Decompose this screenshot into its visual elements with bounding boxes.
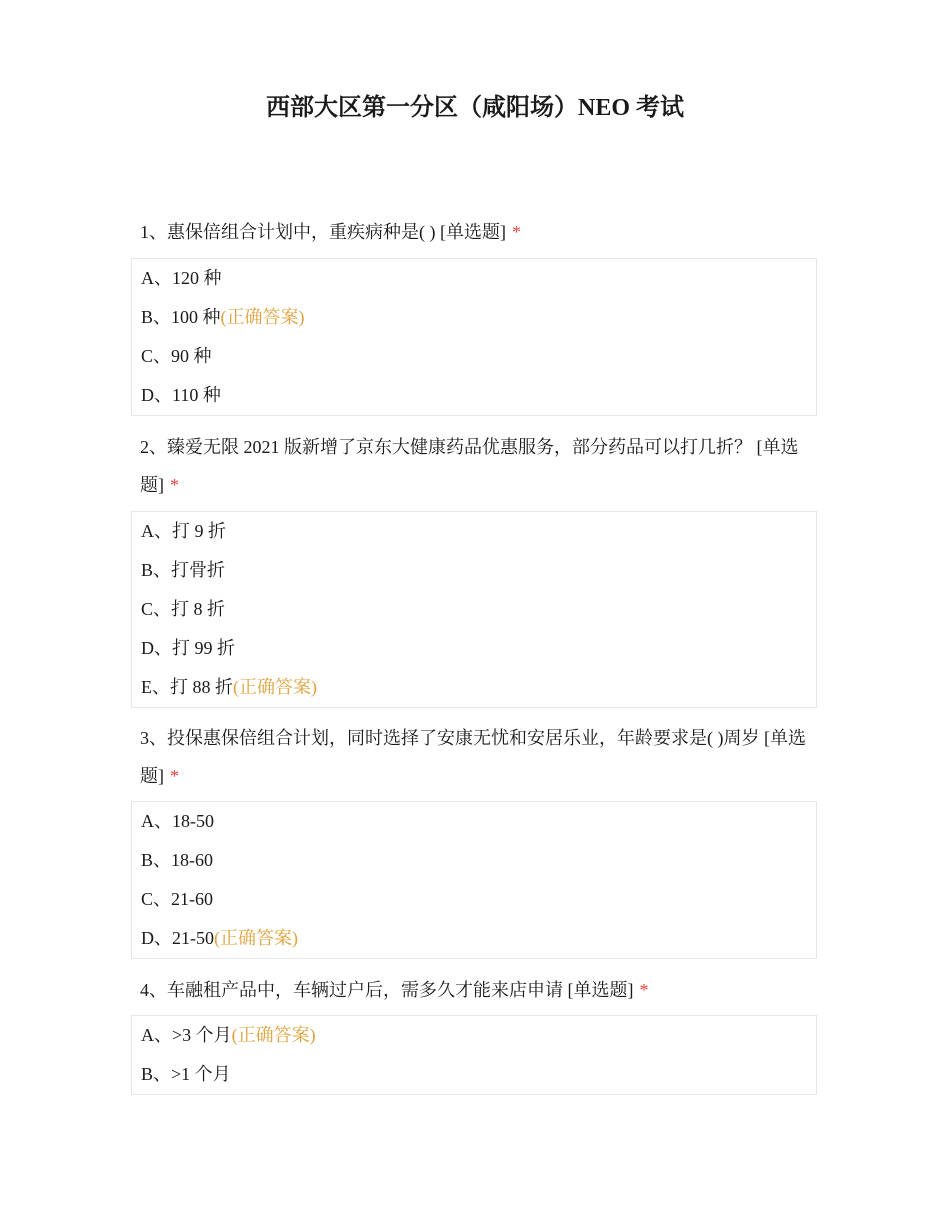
- option-label: D、打 99 折: [141, 638, 235, 658]
- question-2-options: [131, 511, 817, 708]
- question-text: 1、惠保倍组合计划中，重疾病种是( ) [单选题]: [140, 222, 506, 242]
- option-e[interactable]: [132, 668, 816, 707]
- question-2: [140, 428, 810, 504]
- question-4-options: [131, 1015, 817, 1095]
- option-a[interactable]: [132, 802, 816, 841]
- page-title: 西部大区第一分区（咸阳场）NEO 考试: [265, 95, 684, 121]
- option-label: A、120 种: [141, 268, 222, 288]
- option-label: A、18-50: [141, 811, 214, 831]
- question-1-options: [131, 258, 817, 416]
- option-label: C、90 种: [141, 346, 212, 366]
- option-label: D、21-50: [141, 928, 214, 948]
- option-label: A、打 9 折: [141, 521, 226, 541]
- option-label: C、21-60: [141, 889, 213, 909]
- question-text: 3、投保惠保倍组合计划，同时选择了安康无忧和安居乐业，年龄要求是( )周岁 [单选题]: [140, 728, 806, 786]
- option-a[interactable]: [132, 259, 816, 298]
- option-c[interactable]: [132, 880, 816, 919]
- option-label: B、100 种: [141, 307, 221, 327]
- option-label: D、110 种: [141, 385, 221, 405]
- option-label: E、打 88 折: [141, 677, 233, 697]
- question-text: 2、臻爱无限 2021 版新增了京东大健康药品优惠服务，部分药品可以打几折？ [单选题]: [140, 437, 799, 495]
- question-3-options: [131, 801, 817, 959]
- question-4: [140, 971, 810, 1009]
- required-mark: *: [511, 222, 521, 242]
- option-b[interactable]: [132, 298, 816, 337]
- option-label: B、18-60: [141, 850, 213, 870]
- option-b[interactable]: [132, 551, 816, 590]
- correct-answer-tag: (正确答案): [220, 307, 305, 327]
- correct-answer-tag: (正确答案): [233, 677, 317, 697]
- option-d[interactable]: [132, 919, 816, 958]
- option-d[interactable]: [132, 629, 816, 668]
- required-mark: *: [170, 766, 179, 786]
- question-1: [140, 213, 810, 251]
- option-b[interactable]: [132, 841, 816, 880]
- option-label: B、打骨折: [141, 560, 226, 580]
- option-a[interactable]: [132, 512, 816, 551]
- option-label: A、>3 个月: [141, 1025, 232, 1045]
- option-c[interactable]: [132, 337, 816, 376]
- question-3: [140, 719, 810, 795]
- option-label: B、>1 个月: [141, 1064, 231, 1084]
- option-label: C、打 8 折: [141, 599, 226, 619]
- option-c[interactable]: [132, 590, 816, 629]
- option-d[interactable]: [132, 376, 816, 415]
- correct-answer-tag: (正确答案): [214, 928, 298, 948]
- question-text: 4、车融租产品中，车辆过户后，需多久才能来店申请 [单选题]: [140, 980, 634, 1000]
- option-b[interactable]: [132, 1055, 816, 1094]
- required-mark: *: [170, 475, 179, 495]
- correct-answer-tag: (正确答案): [231, 1025, 316, 1045]
- required-mark: *: [639, 980, 649, 1000]
- option-a[interactable]: [132, 1016, 816, 1055]
